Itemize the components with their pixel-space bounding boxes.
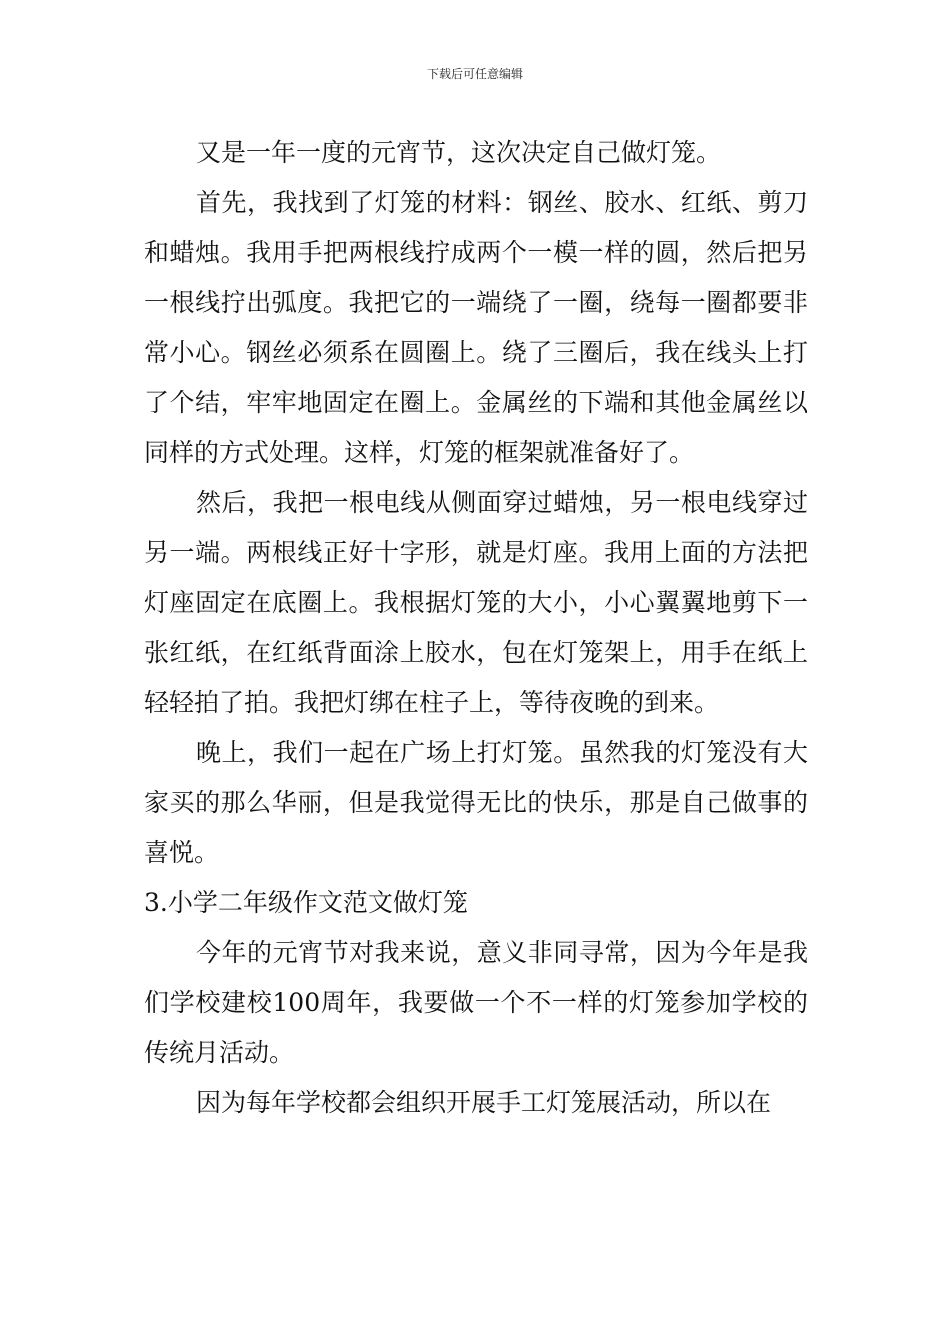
paragraph: 因为每年学校都会组织开展手工灯笼展活动，所以在 — [196, 1088, 772, 1117]
paragraph: 首先，我找到了灯笼的材料：钢丝、胶水、红纸、剪刀和蜡烛。我用手把两根线拧成两个一模一样的圆，然后把另一根线拧出弧度。我把它的一端绕了一圈，绕每一圈都要非常小心。钢丝必须系在圆圈上。绕了三圈后，我在线头上打了个结，牢牢地固定在圈上。金属丝的下端和其他金属丝以同样的方式处理。这样，灯笼的框架就准备好了。 — [144, 188, 808, 467]
paragraph: 又是一年一度的元宵节，这次决定自己做灯笼。 — [196, 138, 722, 167]
section-heading: 3.小学二年级作文范文做灯笼 — [144, 888, 468, 917]
paragraph: 然后，我把一根电线从侧面穿过蜡烛，另一根电线穿过另一端。两根线正好十字形，就是灯座。我用上面的方法把灯座固定在底圈上。我根据灯笼的大小，小心翼翼地剪下一张红纸，在红纸背面涂上胶水，包在灯笼架上，用手在纸上轻轻拍了拍。我把灯绑在柱子上，等待夜晚的到来。 — [144, 488, 808, 717]
page-header: 下载后可任意编辑 — [426, 67, 523, 81]
paragraph: 今年的元宵节对我来说，意义非同寻常，因为今年是我们学校建校100周年，我要做一个不一样的灯笼参加学校的传统月活动。 — [144, 938, 808, 1067]
document-body — [144, 128, 808, 1128]
paragraph: 晚上，我们一起在广场上打灯笼。虽然我的灯笼没有大家买的那么华丽，但是我觉得无比的快乐，那是自己做事的喜悦。 — [144, 738, 808, 867]
